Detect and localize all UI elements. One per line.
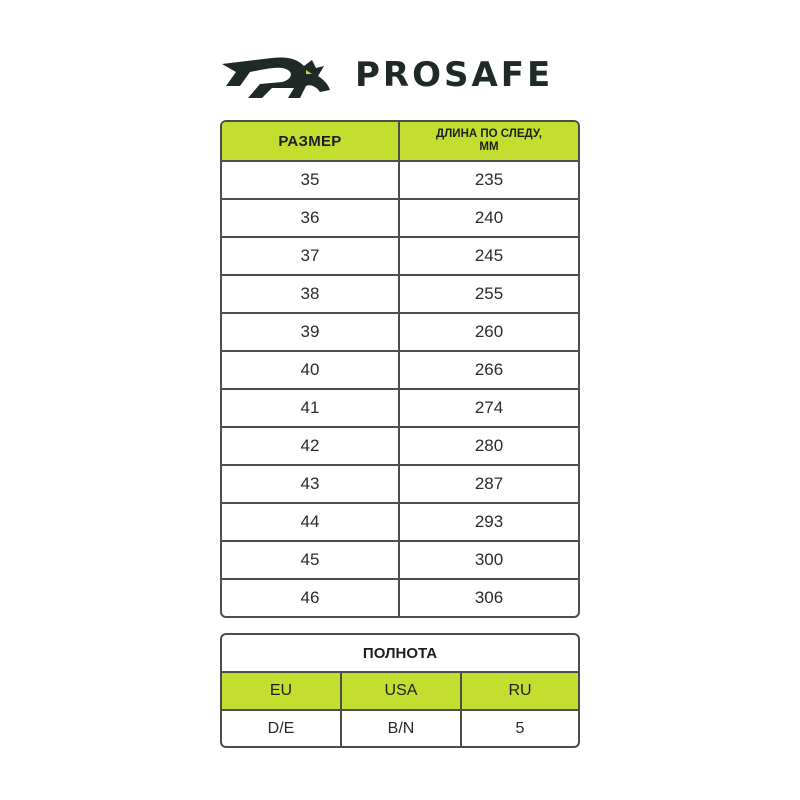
table-row [222,162,578,200]
eu-width-cell: D/E [222,711,342,747]
length-cell: 266 [474,360,504,379]
ru-column-header: RU [508,682,532,699]
table-row [222,504,578,542]
length-cell: 255 [474,284,504,303]
length-cell: 235 [474,170,504,189]
table-row [222,314,578,352]
length-cell: 280 [474,436,504,455]
table-row [222,276,578,314]
width-fitting-table [220,633,580,748]
length-cell: 306 [474,588,504,607]
table-row [222,580,578,616]
size-cell: 43 [222,466,400,502]
size-cell: 35 [222,162,400,198]
width-table-title: ПОЛНОТА [222,635,578,673]
size-cell: 44 [222,504,400,540]
size-cell: 38 [222,276,400,312]
table-row [222,390,578,428]
length-header-line-1: ДЛИНА ПО СЛЕДУ, [436,128,542,140]
length-cell: 240 [474,208,504,227]
length-cell: 274 [474,398,504,417]
length-cell: 245 [474,246,504,265]
eu-column-header: EU [222,673,342,709]
table-row [222,711,578,747]
length-cell: 260 [474,322,504,341]
brand-logo [220,50,580,100]
table-row [222,466,578,504]
length-cell: 300 [474,550,504,569]
usa-column-header: USA [342,673,462,709]
length-cell: 293 [474,512,504,531]
table-row [222,428,578,466]
size-cell: 45 [222,542,400,578]
size-column-header: РАЗМЕР [222,122,400,160]
usa-width-cell: B/N [342,711,462,747]
size-cell: 42 [222,428,400,464]
width-table-header [222,673,578,711]
rhino-logo-icon [220,50,332,100]
length-cell: 287 [474,474,504,493]
size-chart-table [220,120,580,618]
table-row [222,542,578,580]
size-cell: 36 [222,200,400,236]
table-row [222,238,578,276]
size-cell: 41 [222,390,400,426]
table-row [222,352,578,390]
size-chart-header [222,122,578,162]
ru-width-cell: 5 [515,720,525,737]
brand-name: PROSAFE [355,55,554,95]
size-cell: 46 [222,580,400,616]
length-column-header [400,122,578,160]
size-cell: 40 [222,352,400,388]
length-header-line-2: ММ [479,141,499,153]
size-cell: 37 [222,238,400,274]
size-cell: 39 [222,314,400,350]
table-row [222,200,578,238]
